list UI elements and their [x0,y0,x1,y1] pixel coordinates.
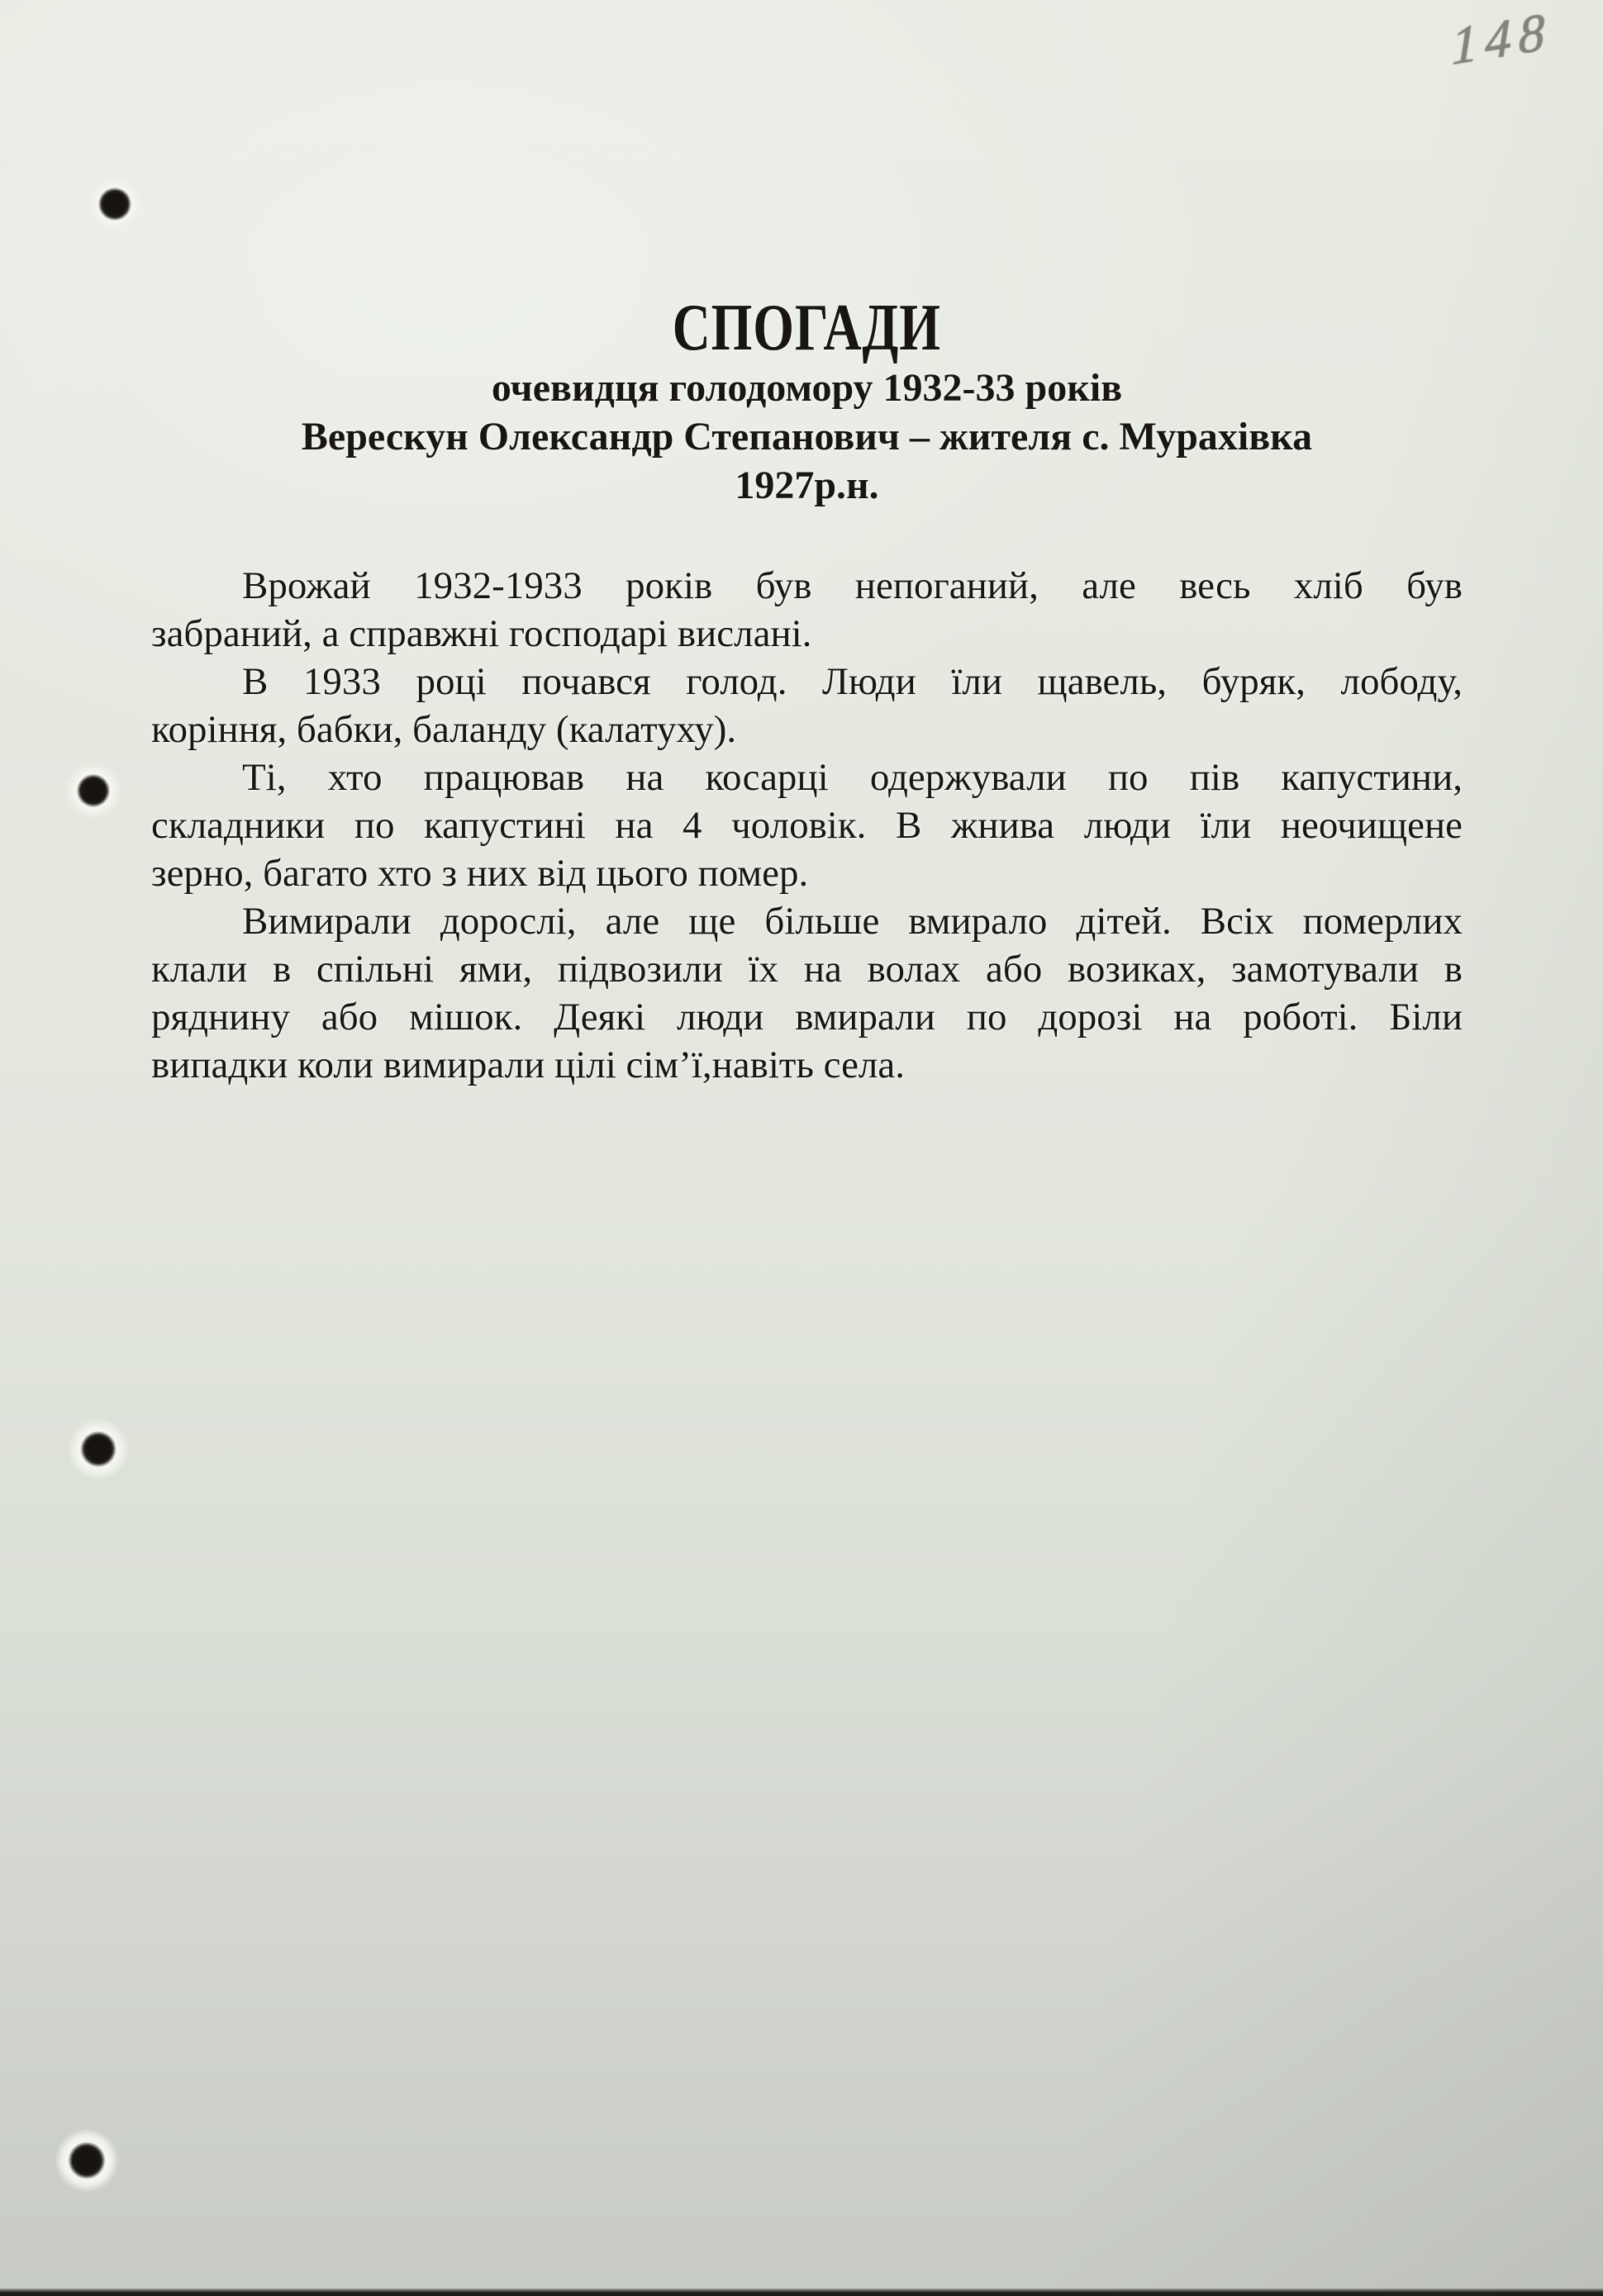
paragraph-line: Вимирали дорослі, але ще більше вмирало дітей. Всіх померлих [242,900,1463,943]
paragraph [151,562,1463,658]
paragraph-line: коріння, бабки, баланду (калатуху). [151,708,737,751]
punch-hole [66,1417,131,1481]
paragraph-line: забраний, а справжні господарі вислані. [151,612,812,655]
document-subtitle-line-1: очевидця голодомору 1932-33 років [491,366,1123,410]
paragraph-line: В 1933 році почався голод. Люди їли щавель, буряк, лободу, [242,660,1463,703]
handwritten-page-number: 148 [1451,1,1553,76]
document-title-text: СПОГАДИ [672,292,942,364]
document-title [151,292,1463,364]
document-subtitle-line-3: 1927р.н. [735,463,879,507]
paragraph-line: випадки коли вимирали цілі сім’ї,навіть села. [151,1043,906,1086]
paragraph-line: складники по капустині на 4 чоловік. В жнива люди їли неочищене [151,804,1463,847]
paragraph-line: зерно, багато хто з них від цього помер. [151,852,809,895]
paragraph-line: Ті, хто працював на косарці одержували по пів капустини, [242,756,1463,799]
punch-hole [85,174,145,234]
paragraph-line: ряднину або мішок. Деякі люди вмирали по дорозі на роботі. Біли [151,996,1463,1039]
document-subtitle-line-2: Верескун Олександр Степанович – жителя с. Мурахівка [301,415,1313,459]
paragraph [151,753,1463,897]
punch-hole [54,2127,121,2194]
document-body [151,562,1463,1089]
paragraph-line: клали в спільні ями, підвозили їх на волах або возиках, замотували в [151,948,1463,991]
punch-hole [64,761,123,820]
scanner-edge-shadow [0,2289,1603,2296]
paragraph [151,658,1463,753]
paragraph [151,897,1463,1089]
paragraph-line: Врожай 1932-1933 років був непоганий, але весь хліб був [242,564,1463,607]
document-heading [151,292,1463,510]
